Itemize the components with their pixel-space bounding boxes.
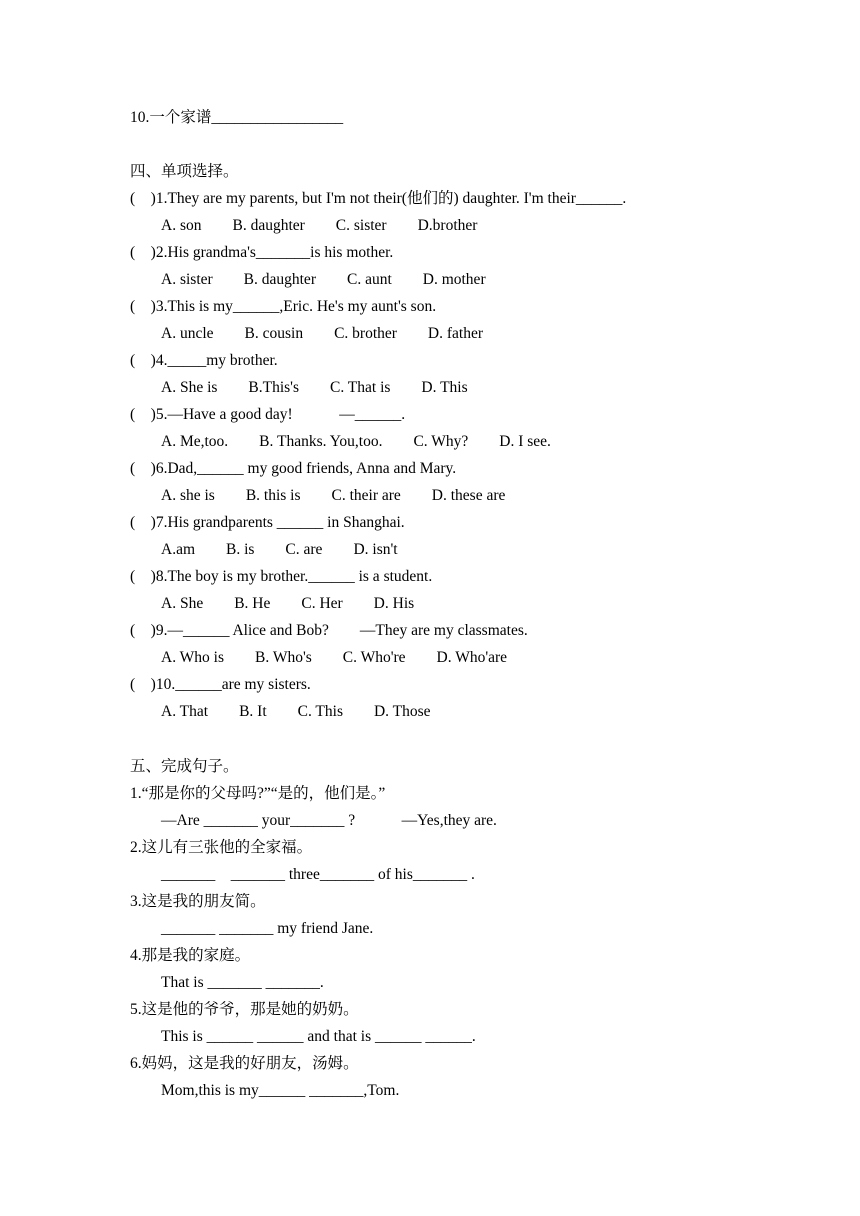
sentence-prompt: 3.这是我的朋友简。	[130, 893, 266, 910]
question-stem: ( )4._____my brother.	[130, 352, 278, 369]
sentence-prompt: 4.那是我的家庭。	[130, 947, 251, 964]
question-stem: ( )5.—Have a good day! —______.	[130, 406, 406, 423]
sentence-answer-line: This is ______ ______ and that is ______ ______.	[161, 1028, 476, 1045]
question-stem: ( )9.—______ Alice and Bob? —They are my classmates.	[130, 622, 528, 639]
question-stem: ( )7.His grandparents ______ in Shanghai.	[130, 514, 405, 531]
question-options: A. Me,too. B. Thanks. You,too. C. Why? D. I see.	[161, 433, 551, 450]
question-stem: ( )2.His grandma's_______is his mother.	[130, 244, 394, 261]
question-stem: ( )10.______are my sisters.	[130, 676, 311, 693]
sentence-prompt: 5.这是他的爷爷，那是她的奶奶。	[130, 1001, 359, 1018]
previous-item: 10.一个家谱_________________	[130, 109, 344, 126]
question-options: A. she is B. this is C. their are D. these are	[161, 487, 506, 504]
question-options: A. She is B.This's C. That is D. This	[161, 379, 468, 396]
question-stem: ( )6.Dad,______ my good friends, Anna and Mary.	[130, 460, 457, 477]
sentence-prompt: 2.这儿有三张他的全家福。	[130, 839, 313, 856]
question-stem: ( )1.They are my parents, but I'm not their(他们的) daughter. I'm their______.	[130, 190, 627, 207]
sentence-answer-line: _______ _______ my friend Jane.	[161, 920, 374, 937]
question-stem: ( )8.The boy is my brother.______ is a student.	[130, 568, 433, 585]
question-options: A. She B. He C. Her D. His	[161, 595, 415, 612]
question-options: A. Who is B. Who's C. Who're D. Who'are	[161, 649, 508, 666]
sentence-prompt: 1.“那是你的父母吗?”“是的，他们是。”	[130, 785, 386, 802]
question-options: A.am B. is C. are D. isn't	[161, 541, 398, 558]
question-stem: ( )3.This is my______,Eric. He's my aunt's son.	[130, 298, 437, 315]
sentence-answer-line: That is _______ _______.	[161, 974, 324, 991]
sentence-prompt: 6.妈妈，这是我的好朋友，汤姆。	[130, 1055, 359, 1072]
sentence-answer-line: _______ _______ three_______ of his_______ .	[161, 866, 475, 883]
question-options: A. son B. daughter C. sister D.brother	[161, 217, 478, 234]
section-4-heading: 四、单项选择。	[130, 163, 239, 180]
question-options: A. uncle B. cousin C. brother D. father	[161, 325, 483, 342]
section-5-heading: 五、完成句子。	[130, 758, 239, 775]
question-options: A. That B. It C. This D. Those	[161, 703, 431, 720]
sentence-answer-line: —Are _______ your_______ ? —Yes,they are.	[161, 812, 497, 829]
sentence-answer-line: Mom,this is my______ _______,Tom.	[161, 1082, 400, 1099]
question-options: A. sister B. daughter C. aunt D. mother	[161, 271, 486, 288]
